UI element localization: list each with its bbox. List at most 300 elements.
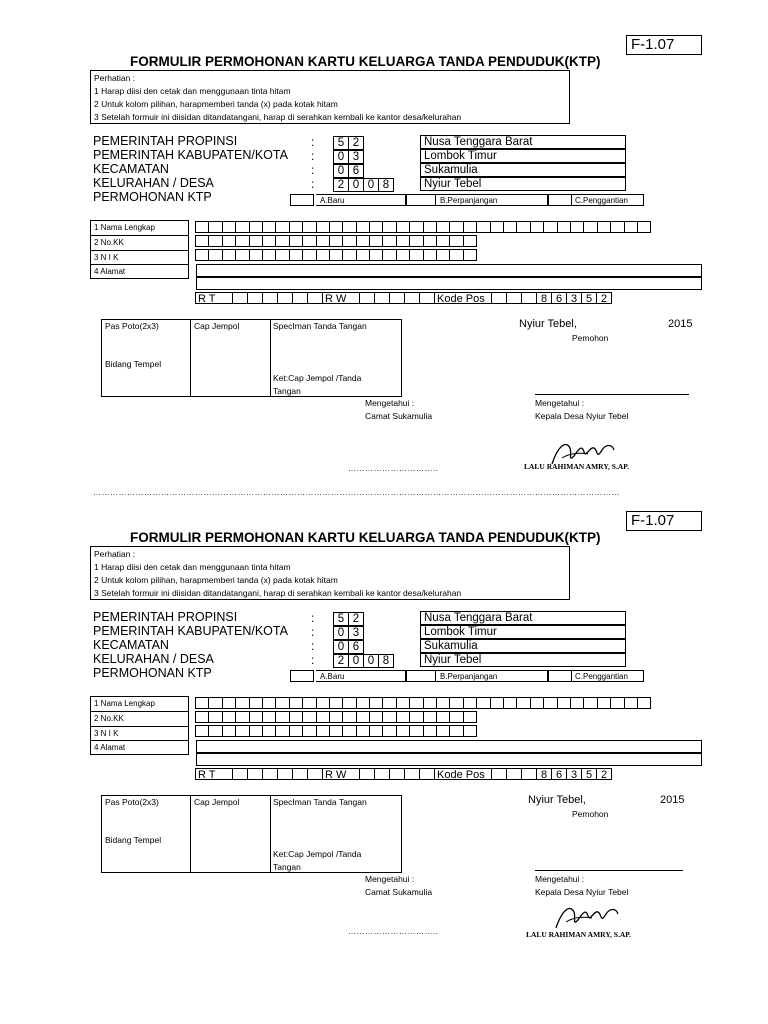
grid-cell[interactable]	[570, 697, 584, 709]
option-c-line	[572, 670, 644, 682]
signature-label: SpecIman Tanda Tangan	[273, 797, 367, 807]
rt-cell[interactable]	[292, 768, 308, 780]
rw-cell[interactable]	[419, 292, 435, 304]
code-digit: 8	[378, 178, 394, 192]
option-b-checkbox[interactable]	[406, 194, 436, 206]
grid-cell[interactable]	[369, 249, 383, 261]
rt-label: R T	[195, 292, 233, 304]
grid-cell[interactable]	[449, 697, 463, 709]
grid-cell[interactable]	[637, 697, 651, 709]
grid-cell[interactable]	[436, 725, 450, 737]
grid-cell[interactable]	[369, 725, 383, 737]
code-digit: 0	[363, 178, 379, 192]
district-code[interactable]	[334, 640, 364, 654]
grid-cell[interactable]	[423, 697, 437, 709]
grid-cell[interactable]	[342, 711, 356, 723]
district-name: Sukamulia	[420, 163, 626, 177]
grid-cell[interactable]	[302, 725, 316, 737]
grid-cell[interactable]	[316, 711, 330, 723]
code-digit: 0	[363, 654, 379, 668]
grid-cell[interactable]	[275, 221, 289, 233]
grid-cell[interactable]	[543, 697, 557, 709]
camat-sign-dots: …………………………..	[348, 464, 439, 473]
code-digit: 0	[333, 150, 349, 164]
grid-cell[interactable]	[382, 711, 396, 723]
rw-cell[interactable]	[359, 292, 375, 304]
option-b-label: B.Perpanjangan	[440, 672, 498, 681]
grid-cell[interactable]	[262, 235, 276, 247]
grid-cell[interactable]	[476, 697, 490, 709]
postal-cell[interactable]	[491, 292, 507, 304]
grid-cell[interactable]	[543, 221, 557, 233]
grid-cell[interactable]	[423, 249, 437, 261]
grid-cell[interactable]	[396, 697, 410, 709]
grid-cell[interactable]	[382, 221, 396, 233]
village-code[interactable]	[334, 654, 394, 668]
notice-item: 3 Setelah formuir ini diisidan ditandatangani, harap di serahkan kembali ke kantor desa/kelurahan	[94, 588, 462, 598]
code-digit: 3	[348, 626, 364, 640]
postal-label: Kode Pos	[434, 768, 492, 780]
regency-code[interactable]	[334, 150, 364, 164]
grid-cell[interactable]	[610, 221, 624, 233]
kades-name: LALU RAHIMAN AMRY, S.AP.	[524, 462, 630, 471]
thumb-label: Cap Jempol	[194, 321, 240, 331]
rt-cell[interactable]	[232, 768, 248, 780]
address-label: 4 Alamat	[94, 743, 126, 753]
grid-cell[interactable]	[289, 725, 303, 737]
grid-cell[interactable]	[249, 725, 263, 737]
grid-cell[interactable]	[463, 249, 477, 261]
grid-cell[interactable]	[222, 221, 236, 233]
address-input[interactable]	[196, 264, 702, 277]
grid-cell[interactable]	[222, 711, 236, 723]
grid-cell[interactable]	[208, 235, 222, 247]
grid-cell[interactable]	[329, 249, 343, 261]
grid-cell[interactable]	[436, 697, 450, 709]
rw-cell[interactable]	[374, 292, 390, 304]
grid-cell[interactable]	[396, 249, 410, 261]
grid-cell[interactable]	[449, 725, 463, 737]
form-top	[0, 0, 768, 480]
grid-cell[interactable]	[329, 725, 343, 737]
postal-cell[interactable]	[491, 768, 507, 780]
kades-name: LALU RAHIMAN AMRY, S.AP.	[526, 930, 632, 939]
grid-cell[interactable]	[208, 725, 222, 737]
grid-cell[interactable]	[597, 697, 611, 709]
grid-cell[interactable]	[275, 711, 289, 723]
grid-cell[interactable]	[289, 249, 303, 261]
province-name: Nusa Tenggara Barat	[420, 611, 626, 625]
grid-cell[interactable]	[208, 249, 222, 261]
grid-cell[interactable]	[329, 221, 343, 233]
grid-cell[interactable]	[382, 697, 396, 709]
grid-cell[interactable]	[222, 725, 236, 737]
notice-heading: Perhatian :	[94, 73, 136, 83]
grid-cell[interactable]	[436, 235, 450, 247]
grid-cell[interactable]	[409, 711, 423, 723]
grid-cell[interactable]	[557, 221, 571, 233]
code-digit: 8	[378, 654, 394, 668]
grid-cell[interactable]	[235, 221, 249, 233]
known-label: Mengetahui :	[365, 874, 415, 884]
applicant-sign-line	[535, 870, 683, 871]
option-a-checkbox[interactable]	[290, 194, 314, 206]
kades-label: Kepala Desa Nyiur Tebel	[535, 887, 629, 897]
grid-cell[interactable]	[222, 697, 236, 709]
grid-cell[interactable]	[396, 725, 410, 737]
grid-cell[interactable]	[396, 235, 410, 247]
grid-cell[interactable]	[396, 221, 410, 233]
grid-cell[interactable]	[275, 697, 289, 709]
grid-cell[interactable]	[530, 221, 544, 233]
grid-cell[interactable]	[409, 221, 423, 233]
rt-cell[interactable]	[262, 768, 278, 780]
rw-cell[interactable]	[389, 292, 405, 304]
colon: :	[311, 639, 315, 653]
rw-label: R W	[322, 768, 360, 780]
grid-cell[interactable]	[449, 221, 463, 233]
grid-cell[interactable]	[235, 249, 249, 261]
grid-cell[interactable]	[195, 725, 209, 737]
grid-cell[interactable]	[249, 221, 263, 233]
grid-cell[interactable]	[516, 697, 530, 709]
postal-digit: 3	[566, 768, 582, 780]
grid-cell[interactable]	[249, 249, 263, 261]
grid-cell[interactable]	[302, 711, 316, 723]
grid-cell[interactable]	[195, 235, 209, 247]
grid-cell[interactable]	[195, 697, 209, 709]
camat-sign-dots: …………………………..	[348, 927, 439, 936]
grid-cell[interactable]	[463, 221, 477, 233]
code-digit: 5	[333, 136, 349, 150]
rt-cell[interactable]	[307, 768, 323, 780]
grid-cell[interactable]	[208, 711, 222, 723]
rt-cell[interactable]	[307, 292, 323, 304]
option-c-checkbox[interactable]	[548, 194, 572, 206]
regency-name: Lombok Timur	[420, 149, 626, 163]
rw-cell[interactable]	[359, 768, 375, 780]
option-c-line	[572, 194, 644, 206]
colon: :	[311, 177, 315, 191]
grid-cell[interactable]	[289, 711, 303, 723]
form-title: FORMULIR PERMOHONAN KARTU KELUARGA TANDA PENDUDUK(KTP)	[130, 530, 601, 545]
grid-cell[interactable]	[463, 697, 477, 709]
rt-row[interactable]	[196, 292, 612, 304]
grid-cell[interactable]	[583, 697, 597, 709]
postal-digit: 6	[551, 768, 567, 780]
name-grid[interactable]	[196, 697, 651, 709]
grid-cell[interactable]	[262, 725, 276, 737]
grid-cell[interactable]	[369, 697, 383, 709]
grid-cell[interactable]	[342, 697, 356, 709]
grid-cell[interactable]	[530, 697, 544, 709]
grid-cell[interactable]	[249, 697, 263, 709]
postal-digit: 5	[581, 768, 597, 780]
option-a-checkbox[interactable]	[290, 670, 314, 682]
grid-cell[interactable]	[262, 249, 276, 261]
grid-cell[interactable]	[409, 725, 423, 737]
grid-cell[interactable]	[316, 235, 330, 247]
grid-cell[interactable]	[570, 221, 584, 233]
district-code[interactable]	[334, 164, 364, 178]
notice-item: 2 Untuk kolom pilihan, harapmemberi tanda (x) pada kotak hitam	[94, 575, 338, 585]
grid-cell[interactable]	[463, 711, 477, 723]
grid-cell[interactable]	[476, 221, 490, 233]
grid-cell[interactable]	[289, 697, 303, 709]
grid-cell[interactable]	[624, 697, 638, 709]
grid-cell[interactable]	[463, 235, 477, 247]
grid-cell[interactable]	[208, 697, 222, 709]
grid-cell[interactable]	[302, 697, 316, 709]
rt-label: R T	[195, 768, 233, 780]
nik-label: 3 N I K	[91, 727, 188, 742]
rt-cell[interactable]	[277, 768, 293, 780]
postal-cell[interactable]	[506, 768, 522, 780]
sign-year: 2015	[668, 318, 693, 330]
code-digit: 0	[333, 640, 349, 654]
rt-cell[interactable]	[247, 292, 263, 304]
grid-cell[interactable]	[356, 235, 370, 247]
grid-cell[interactable]	[235, 235, 249, 247]
code-digit: 2	[348, 612, 364, 626]
postal-digit: 3	[566, 292, 582, 304]
code-digit: 6	[348, 164, 364, 178]
grid-cell[interactable]	[583, 221, 597, 233]
grid-cell[interactable]	[423, 221, 437, 233]
grid-cell[interactable]	[275, 235, 289, 247]
thumb-label: Cap Jempol	[194, 797, 240, 807]
province-name: Nusa Tenggara Barat	[420, 135, 626, 149]
nik-grid[interactable]	[196, 249, 477, 261]
grid-cell[interactable]	[262, 711, 276, 723]
code-digit: 0	[333, 164, 349, 178]
rt-cell[interactable]	[262, 292, 278, 304]
photo-box	[101, 795, 402, 873]
grid-cell[interactable]	[329, 697, 343, 709]
notice-item: 1 Harap diisi den cetak dan menggunaan tinta hitam	[94, 562, 291, 572]
grid-cell[interactable]	[235, 711, 249, 723]
grid-cell[interactable]	[302, 235, 316, 247]
grid-cell[interactable]	[369, 221, 383, 233]
grid-cell[interactable]	[235, 725, 249, 737]
nik-label: 3 N I K	[91, 251, 188, 266]
option-a-line	[316, 670, 406, 682]
form-code: F-1.07	[626, 35, 702, 55]
form-code: F-1.07	[626, 511, 702, 531]
notice-box	[90, 70, 570, 124]
grid-cell[interactable]	[436, 711, 450, 723]
grid-cell[interactable]	[449, 249, 463, 261]
grid-cell[interactable]	[610, 697, 624, 709]
rw-cell[interactable]	[404, 292, 420, 304]
grid-cell[interactable]	[302, 249, 316, 261]
notice-heading: Perhatian :	[94, 549, 136, 559]
grid-cell[interactable]	[208, 221, 222, 233]
district-name: Sukamulia	[420, 639, 626, 653]
notice-box	[90, 546, 570, 600]
grid-cell[interactable]	[356, 221, 370, 233]
village-name: Nyiur Tebel	[420, 653, 626, 667]
grid-cell[interactable]	[409, 697, 423, 709]
applicant-label: Pemohon	[572, 333, 609, 343]
name-grid[interactable]	[196, 221, 651, 233]
rw-cell[interactable]	[374, 768, 390, 780]
kades-label: Kepala Desa Nyiur Tebel	[535, 411, 629, 421]
grid-cell[interactable]	[409, 235, 423, 247]
rt-row[interactable]	[196, 768, 612, 780]
province-code[interactable]	[334, 612, 364, 626]
rw-cell[interactable]	[419, 768, 435, 780]
grid-cell[interactable]	[356, 711, 370, 723]
grid-cell[interactable]	[316, 221, 330, 233]
grid-cell[interactable]	[195, 249, 209, 261]
grid-cell[interactable]	[249, 235, 263, 247]
name-label: 1 Nama Lengkap	[91, 697, 188, 712]
kk-grid[interactable]	[196, 235, 477, 247]
form-title: FORMULIR PERMOHONAN KARTU KELUARGA TANDA PENDUDUK(KTP)	[130, 54, 601, 69]
grid-cell[interactable]	[382, 725, 396, 737]
grid-cell[interactable]	[490, 697, 504, 709]
grid-cell[interactable]	[249, 711, 263, 723]
grid-cell[interactable]	[557, 697, 571, 709]
option-b-checkbox[interactable]	[406, 670, 436, 682]
rt-cell[interactable]	[277, 292, 293, 304]
grid-cell[interactable]	[490, 221, 504, 233]
postal-digit: 2	[596, 292, 612, 304]
grid-cell[interactable]	[423, 235, 437, 247]
grid-cell[interactable]	[436, 249, 450, 261]
known-label: Mengetahui :	[535, 398, 585, 408]
grid-cell[interactable]	[195, 711, 209, 723]
grid-cell[interactable]	[342, 725, 356, 737]
option-c-label: C.Penggantian	[575, 196, 628, 205]
rt-cell[interactable]	[292, 292, 308, 304]
postal-cell[interactable]	[521, 292, 537, 304]
address-input-2[interactable]	[196, 277, 702, 290]
grid-cell[interactable]	[222, 249, 236, 261]
district-label: KECAMATAN	[93, 638, 169, 652]
kk-grid[interactable]	[196, 711, 477, 723]
form-bottom	[0, 476, 768, 956]
grid-cell[interactable]	[449, 711, 463, 723]
sign-year: 2015	[660, 794, 685, 806]
code-digit: 2	[348, 136, 364, 150]
grid-cell[interactable]	[262, 221, 276, 233]
camat-label: Camat Sukamulia	[365, 411, 433, 421]
grid-cell[interactable]	[289, 221, 303, 233]
regency-code[interactable]	[334, 626, 364, 640]
code-digit: 5	[333, 612, 349, 626]
grid-cell[interactable]	[409, 249, 423, 261]
rt-cell[interactable]	[232, 292, 248, 304]
regency-label: PEMERINTAH KABUPATEN/KOTA	[93, 148, 288, 162]
grid-cell[interactable]	[195, 221, 209, 233]
option-a-label: A.Baru	[320, 672, 345, 681]
colon: :	[311, 625, 315, 639]
rw-cell[interactable]	[389, 768, 405, 780]
postal-digit: 6	[551, 292, 567, 304]
grid-cell[interactable]	[503, 697, 517, 709]
option-b-line	[436, 670, 548, 682]
postal-cell[interactable]	[521, 768, 537, 780]
grid-cell[interactable]	[342, 249, 356, 261]
grid-cell[interactable]	[423, 725, 437, 737]
grid-cell[interactable]	[356, 249, 370, 261]
grid-cell[interactable]	[396, 711, 410, 723]
rt-cell[interactable]	[247, 768, 263, 780]
grid-cell[interactable]	[516, 221, 530, 233]
photo-area-label: Bidang Tempel	[105, 359, 162, 369]
grid-cell[interactable]	[597, 221, 611, 233]
grid-cell[interactable]	[436, 221, 450, 233]
grid-cell[interactable]	[342, 221, 356, 233]
colon: :	[311, 653, 315, 667]
grid-cell[interactable]	[222, 235, 236, 247]
regency-name: Lombok Timur	[420, 625, 626, 639]
grid-cell[interactable]	[289, 235, 303, 247]
option-c-label: C.Penggantian	[575, 672, 628, 681]
grid-cell[interactable]	[382, 249, 396, 261]
address-input-2[interactable]	[196, 753, 702, 766]
postal-cell[interactable]	[506, 292, 522, 304]
grid-cell[interactable]	[356, 725, 370, 737]
code-digit: 0	[348, 178, 364, 192]
grid-cell[interactable]	[503, 221, 517, 233]
grid-cell[interactable]	[316, 725, 330, 737]
signature-note: Ket:Cap Jempol /Tanda	[273, 373, 362, 383]
grid-cell[interactable]	[369, 711, 383, 723]
grid-cell[interactable]	[275, 725, 289, 737]
name-label: 1 Nama Lengkap	[91, 221, 188, 236]
grid-cell[interactable]	[262, 697, 276, 709]
grid-cell[interactable]	[423, 711, 437, 723]
grid-cell[interactable]	[302, 221, 316, 233]
grid-cell[interactable]	[356, 697, 370, 709]
province-label: PEMERINTAH PROPINSI	[93, 134, 238, 148]
grid-cell[interactable]	[449, 235, 463, 247]
rw-cell[interactable]	[404, 768, 420, 780]
grid-cell[interactable]	[329, 235, 343, 247]
address-input[interactable]	[196, 740, 702, 753]
grid-cell[interactable]	[329, 711, 343, 723]
signature-note-2: Tangan	[273, 862, 301, 872]
option-c-checkbox[interactable]	[548, 670, 572, 682]
option-b-label: B.Perpanjangan	[440, 196, 498, 205]
grid-cell[interactable]	[316, 697, 330, 709]
grid-cell[interactable]	[637, 221, 651, 233]
code-digit: 0	[333, 626, 349, 640]
known-label: Mengetahui :	[365, 398, 415, 408]
code-digit: 2	[333, 654, 349, 668]
village-code[interactable]	[334, 178, 394, 192]
sign-place: Nyiur Tebel,	[528, 794, 586, 806]
grid-cell[interactable]	[275, 249, 289, 261]
postal-label: Kode Pos	[434, 292, 492, 304]
grid-cell[interactable]	[369, 235, 383, 247]
province-code[interactable]	[334, 136, 364, 150]
grid-cell[interactable]	[463, 725, 477, 737]
grid-cell[interactable]	[235, 697, 249, 709]
grid-cell[interactable]	[316, 249, 330, 261]
option-b-line	[436, 194, 548, 206]
grid-cell[interactable]	[382, 235, 396, 247]
option-a-label: A.Baru	[320, 196, 345, 205]
grid-cell[interactable]	[624, 221, 638, 233]
grid-cell[interactable]	[342, 235, 356, 247]
nik-grid[interactable]	[196, 725, 477, 737]
code-digit: 6	[348, 640, 364, 654]
code-digit: 2	[333, 178, 349, 192]
